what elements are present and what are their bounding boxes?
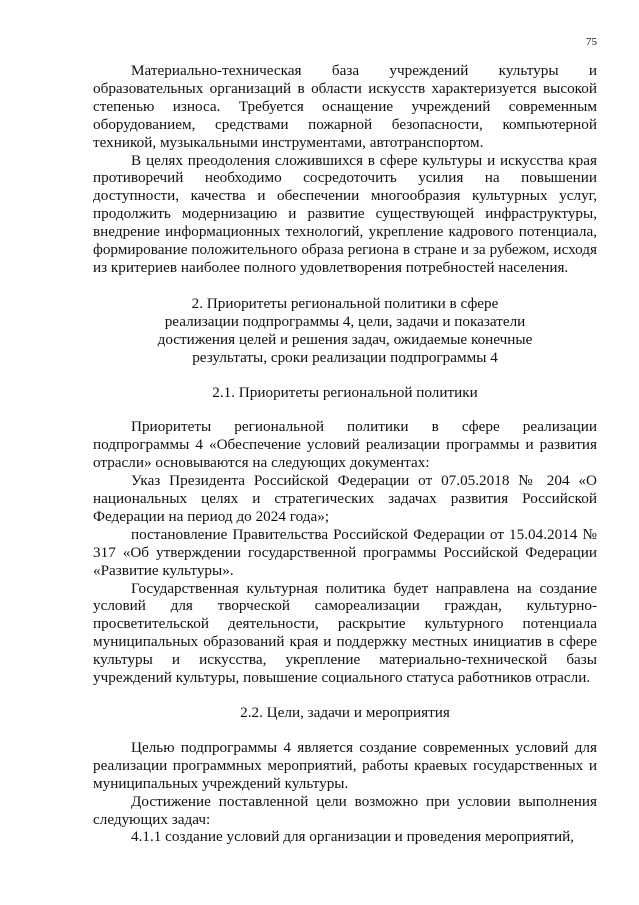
paragraph-goal: Целью подпрограммы 4 является создание современных условий для реализации программных мероприятий, работы краевых государственных и муниципальных учреждений культуры. <box>93 738 597 792</box>
paragraph-task-4-1-1: 4.1.1 создание условий для организации и проведения мероприятий, <box>131 828 575 846</box>
section-2-1-heading: 2.1. Приоритеты региональной политики <box>212 383 478 401</box>
paragraph-overcoming-contradictions: В целях преодоления сложившихся в сфере культуры и искусства края противоречий необходимо сосредоточить усилия на повышении доступности, качества и обеспечении многообразия культурных услуг, продолжить модернизацию и развитие существующей инфраструктуры, внедрение информационных технологий, укрепление кадрового потенциала, формирование положительного образа региона в стране и за рубежом, исходя из критериев наиболее полного удовлетворения потребностей населения. <box>93 151 597 276</box>
page-content <box>93 62 597 846</box>
paragraph-material-base: Материально-техническая база учреждений культуры и образовательных организаций в области искусств характеризуется высокой степенью износа. Требуется оснащение учреждений современным оборудованием, средствами пожарной безопасности, компьютерной техникой, музыкальными инструментами, автотранспортом. <box>93 62 597 151</box>
section-2-heading-line: реализации подпрограммы 4, цели, задачи и показатели <box>164 312 526 330</box>
section-2-2-heading: 2.2. Цели, задачи и мероприятия <box>240 704 450 721</box>
page-number: 75 <box>586 36 597 48</box>
section-2-heading <box>93 295 597 367</box>
paragraph-priorities: Приоритеты региональной политики в сфере реализации подпрограммы 4 «Обеспечение условий реализации программы и развития отрасли» основываются на следующих документах: <box>93 418 597 472</box>
paragraph-presidential-decree: Указ Президента Российской Федерации от 07.05.2018 № 204 «О национальных целях и стратегических задачах развития Российской Федерации на период до 2024 года»; <box>93 472 597 525</box>
section-2-heading-line: достижения целей и решения задач, ожидаемые конечные <box>157 330 533 348</box>
section-2-heading-line: 2. Приоритеты региональной политики в сфере <box>191 294 499 312</box>
paragraph-cultural-policy: Государственная культурная политика будет направлена на создание условий для творческой самореализации граждан, культурно-просветительской деятельности, раскрытие культурного потенциала муниципальных образований края и поддержку местных инициатив в сфере культуры и искусства, укрепление материально-технической базы учреждений культуры, повышение социального статуса работников отрасли. <box>93 579 597 687</box>
paragraph-goal-achievement: Достижение поставленной цели возможно при условии выполнения следующих задач: <box>93 792 597 828</box>
section-2-heading-line: результаты, сроки реализации подпрограммы 4 <box>192 348 498 366</box>
paragraph-government-resolution: постановление Правительства Российской Федерации от 15.04.2014 № 317 «Об утверждении государственной программы Российской Федерации «Развитие культуры». <box>93 525 597 579</box>
